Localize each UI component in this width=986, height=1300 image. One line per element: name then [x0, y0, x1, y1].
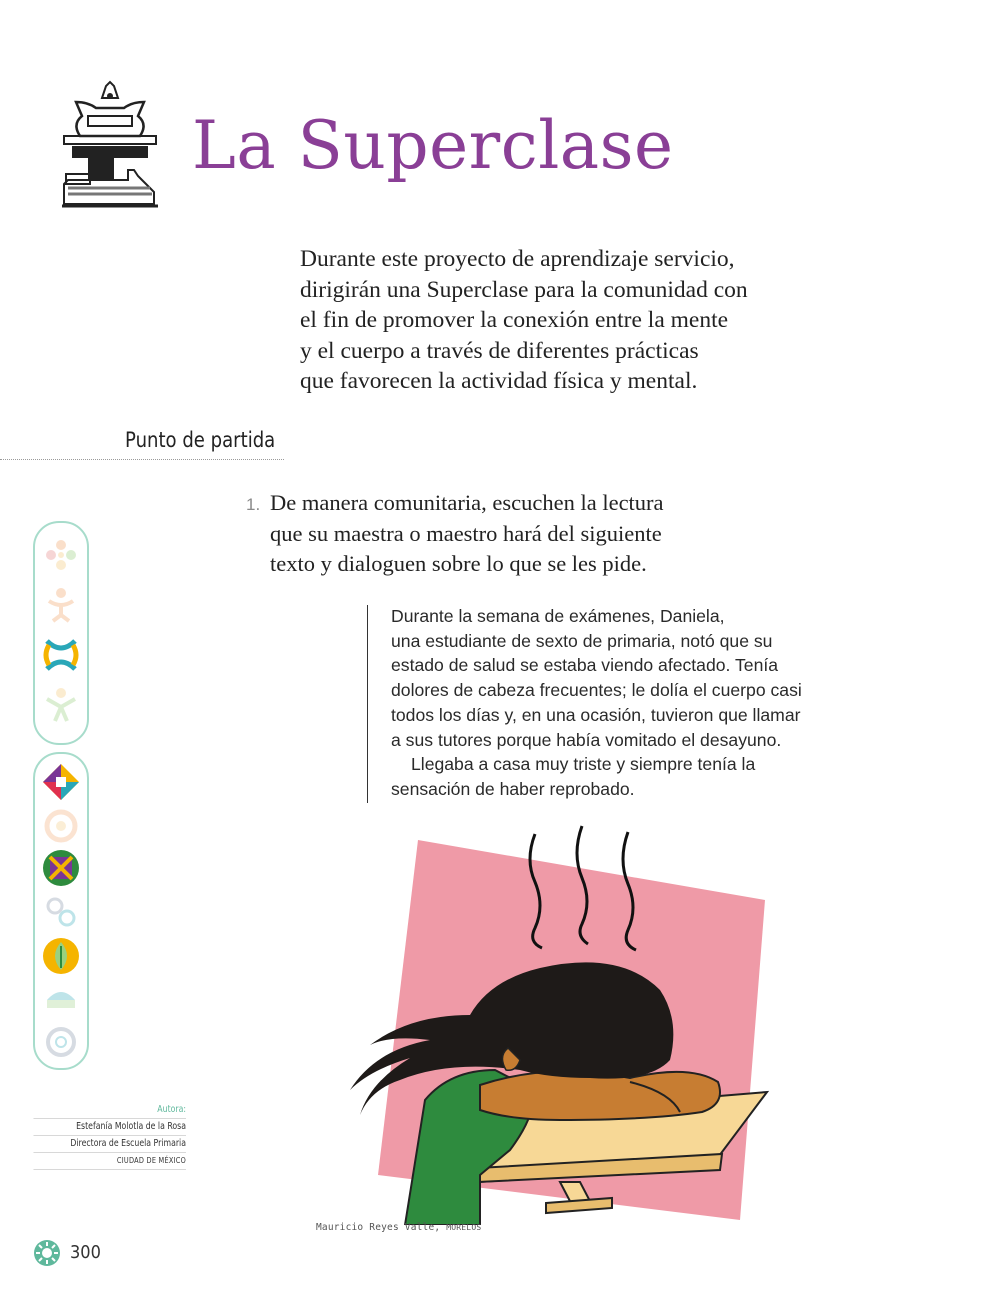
intro-line: dirigirán una Superclase para la comunidad con	[300, 276, 748, 303]
page-title: La Superclase	[192, 107, 674, 184]
side-nav-group-1	[33, 521, 89, 745]
reading-line: una estudiante de sexto de primaria, notó que su	[391, 630, 773, 651]
bowl-icon[interactable]	[41, 980, 81, 1020]
flower-icon[interactable]	[41, 535, 81, 575]
author-role: Directora de Escuela Primaria	[33, 1136, 186, 1153]
figure-icon[interactable]	[41, 585, 81, 625]
intro-line: Durante este proyecto de aprendizaje servicio,	[300, 246, 735, 272]
reading-line: estado de salud se estaba viendo afectado. Tenía	[391, 655, 779, 676]
people-circle-icon[interactable]	[41, 635, 81, 675]
intro-line: el fin de promover la conexión entre la mente	[300, 307, 729, 334]
spiral-icon[interactable]	[41, 806, 81, 846]
activity-instructions	[270, 488, 690, 580]
reading-line: todos los días y, en una ocasión, tuvieron que llamar	[391, 704, 801, 725]
intro-line: que favorecen la actividad física y mental.	[300, 368, 698, 395]
reading-line: a sus tutores porque había vomitado el desayuno.	[391, 729, 782, 750]
arm	[480, 1071, 720, 1120]
activity-line: De manera comunitaria, escuchen la lectura	[270, 490, 664, 515]
sun-icon	[33, 1239, 61, 1267]
dancer-icon[interactable]	[41, 685, 81, 725]
activity-line: texto y dialoguen sobre lo que se les pide.	[270, 551, 647, 576]
page-number: 300	[70, 1242, 101, 1263]
credit-name: Mauricio Reyes Valle,	[316, 1222, 441, 1233]
desk-leg-rail	[546, 1198, 612, 1213]
credit-state: MORELOS	[446, 1223, 482, 1232]
seed-icon[interactable]	[41, 936, 81, 976]
girl-resting-head-on-desk-illustration	[330, 820, 790, 1225]
links-icon[interactable]	[41, 892, 81, 932]
pyramid-temple-icon	[58, 80, 164, 212]
section-heading: Punto de partida	[125, 428, 276, 452]
illustration-credit	[316, 1222, 481, 1233]
intro-paragraph	[300, 244, 770, 397]
ring-icon[interactable]	[41, 1022, 81, 1062]
reading-text	[391, 604, 841, 802]
reading-line: Durante la semana de exámenes, Daniela,	[391, 606, 725, 626]
reading-line: sensación de haber reprobado.	[391, 778, 635, 799]
diamond-icon[interactable]	[41, 762, 81, 802]
author-city: CIUDAD DE MÉXICO	[33, 1153, 186, 1170]
reading-quote-bar	[367, 605, 368, 803]
intro-line: y el cuerpo a través de diferentes prácticas	[300, 337, 699, 364]
author-name: Estefanía Molotla de la Rosa	[33, 1119, 186, 1136]
reading-line: dolores de cabeza frecuentes; le dolía el cuerpo casi	[391, 680, 802, 701]
author-block	[0, 1102, 186, 1170]
activity-number: 1.	[246, 495, 261, 514]
reading-line: Llegaba a casa muy triste y siempre tenía la	[411, 754, 756, 775]
author-label: Autora:	[33, 1102, 186, 1119]
section-divider	[0, 459, 284, 460]
side-nav-group-2	[33, 752, 89, 1070]
cross-square-icon[interactable]	[41, 848, 81, 888]
activity-line: que su maestra o maestro hará del siguiente	[270, 520, 662, 546]
